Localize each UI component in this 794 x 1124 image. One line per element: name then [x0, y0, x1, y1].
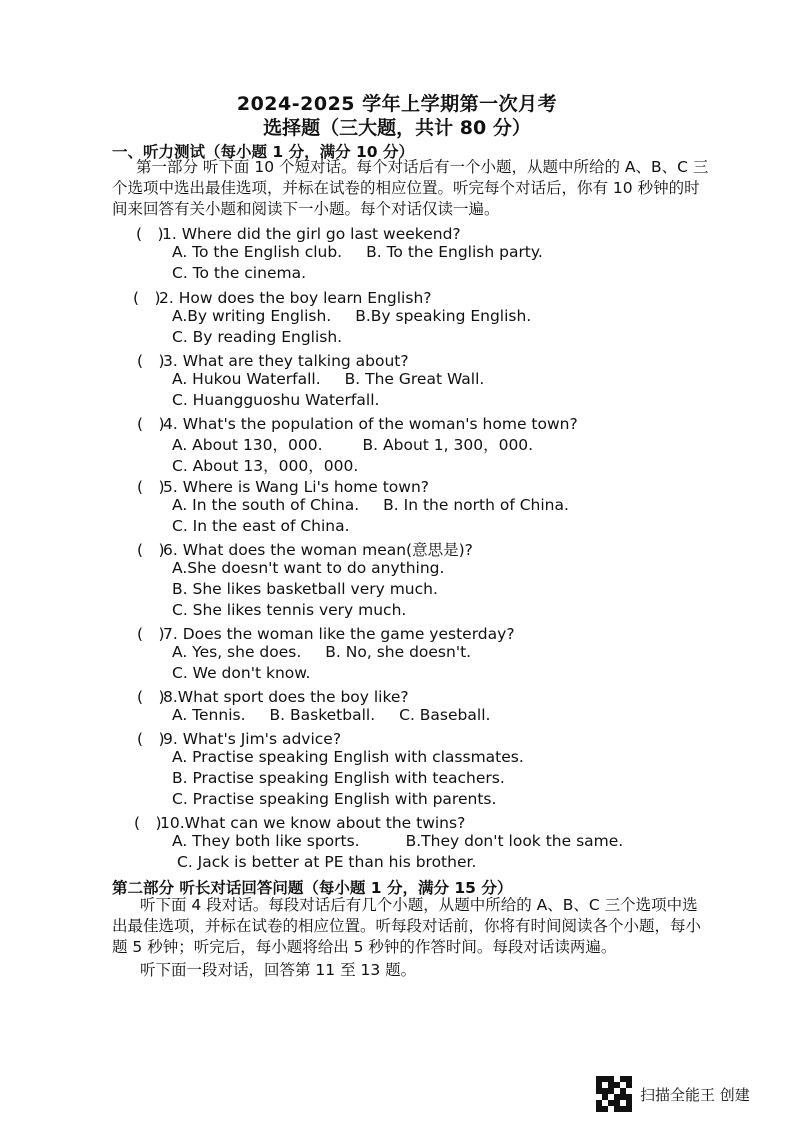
question-5-options-row2 [172, 517, 374, 535]
scanner-app-label: 扫描全能王 创建 [640, 1085, 750, 1104]
question-7-options-row2 [172, 664, 334, 682]
option-a: A.She doesn't want to do anything. [172, 559, 445, 577]
question-text: 6. What does the woman mean(意思是)? [163, 541, 473, 559]
section-heading-listening: 一、听力测试（每小题 1 分，满分 10 分） [112, 143, 414, 161]
option-c: C. Huangguoshu Waterfall. [172, 391, 380, 409]
option-b: B.They don't look the same. [405, 832, 624, 850]
answer-blank[interactable]: ( ) [136, 225, 164, 243]
option-b: B. In the north of China. [383, 496, 569, 514]
question-8-options-row1 [172, 706, 514, 724]
question-3-options-row2 [172, 391, 403, 409]
question-text: 9. What's Jim's advice? [163, 730, 342, 748]
option-c: C. She likes tennis very much. [172, 601, 407, 619]
exam-title: 2024-2025 学年上学期第一次月考 [236, 93, 558, 115]
option-a: A.By writing English. [172, 307, 332, 325]
question-9-option-b [172, 769, 529, 787]
question-4 [137, 412, 578, 434]
question-text: 7. Does the woman like the game yesterday? [163, 625, 515, 643]
question-text: 10.What can we know about the twins? [160, 814, 466, 832]
question-1-options-row1 [172, 243, 567, 261]
option-c: C. Baseball. [399, 706, 491, 724]
question-text: 8.What sport does the boy like? [163, 688, 409, 706]
answer-blank[interactable]: ( ) [137, 478, 165, 496]
question-text: 3. What are they talking about? [163, 352, 409, 370]
option-b: B. Practise speaking English with teachers. [172, 769, 505, 787]
option-a: A. Yes, she does. [172, 643, 302, 661]
question-10-options-row2 [177, 853, 500, 871]
question-6-option-c [172, 601, 430, 619]
option-a: A. Hukou Waterfall. [172, 370, 321, 388]
option-c: C. In the east of China. [172, 517, 350, 535]
option-c: C. We don't know. [172, 664, 311, 682]
qr-code-icon [596, 1076, 632, 1112]
option-a: A. They both like sports. [172, 832, 360, 850]
option-b: B. The Great Wall. [344, 370, 485, 388]
answer-blank[interactable]: ( ) [137, 415, 165, 433]
option-c: C. About 13，000，000. [172, 457, 359, 475]
question-6-option-a [172, 559, 468, 577]
question-9-option-c [172, 790, 520, 808]
question-text: 4. What's the population of the woman's home town? [163, 415, 578, 433]
question-6-option-b [172, 580, 462, 598]
question-9-option-a [172, 748, 548, 766]
answer-blank[interactable]: ( ) [137, 541, 165, 559]
part1-instructions: 第一部分 听下面 10 个短对话。每个对话后有一个小题，从题中所给的 A、B、C 三个选项中选出最佳选项，并标在试卷的相应位置。听完每个对话后，你有 10 秒钟的时间来回答有关小题和阅读下一小题。每个对话仅读一遍。 [112, 158, 709, 218]
option-a: A. About 130，000. [172, 436, 323, 454]
question-4-options-row1 [172, 433, 557, 455]
part2-subinstruction: 听下面一段对话，回答第 11 至 13 题。 [140, 961, 417, 979]
option-c: C. Practise speaking English with parents. [172, 790, 497, 808]
question-1 [136, 222, 461, 244]
question-10 [134, 811, 465, 833]
answer-blank[interactable]: ( ) [137, 730, 165, 748]
part2-instructions: 听下面 4 段对话。每段对话后有几个小题，从题中所给的 A、B、C 三个选项中选出最佳选项，并标在试卷的相应位置。听每段对话前，你将有时间阅读各个小题，每小题 5 秒钟；听完后，每小题将给出 5 秒钟的作答时间。每段对话读两遍。 [112, 896, 702, 956]
question-2-options-row1 [172, 307, 555, 325]
question-4-options-row2 [172, 454, 382, 476]
answer-blank[interactable]: ( ) [137, 688, 165, 706]
scanner-watermark [596, 1076, 750, 1112]
question-2 [133, 286, 432, 308]
question-2-options-row2 [172, 328, 366, 346]
option-a: A. Tennis. [172, 706, 246, 724]
question-6 [137, 538, 473, 560]
option-c: C. By reading English. [172, 328, 343, 346]
option-b: B. No, she doesn't. [325, 643, 472, 661]
option-a: A. In the south of China. [172, 496, 360, 514]
question-1-options-row2 [172, 264, 330, 282]
option-c: C. Jack is better at PE than his brother. [177, 853, 477, 871]
question-5-options-row1 [172, 496, 593, 514]
option-b: B. To the English party. [366, 243, 543, 261]
question-text: 5. Where is Wang Li's home town? [163, 478, 429, 496]
question-7 [137, 622, 515, 644]
answer-blank[interactable]: ( ) [133, 289, 161, 307]
option-b: B.By speaking English. [355, 307, 532, 325]
exam-subtitle: 选择题（三大题，共计 80 分） [263, 117, 531, 139]
question-text: 2. How does the boy learn English? [159, 289, 432, 307]
question-5 [137, 475, 429, 497]
answer-blank[interactable]: ( ) [134, 814, 162, 832]
option-b: B. About 1, 300，000. [362, 436, 534, 454]
option-a: A. To the English club. [172, 243, 343, 261]
question-8 [137, 685, 409, 707]
question-10-options-row1 [172, 832, 647, 850]
option-b: B. She likes basketball very much. [172, 580, 438, 598]
answer-blank[interactable]: ( ) [137, 625, 165, 643]
question-3-options-row1 [172, 370, 508, 388]
question-7-options-row1 [172, 643, 495, 661]
answer-blank[interactable]: ( ) [137, 352, 165, 370]
option-a: A. Practise speaking English with classmates. [172, 748, 524, 766]
option-b: B. Basketball. [269, 706, 376, 724]
question-3 [137, 349, 409, 371]
question-text: 1. Where did the girl go last weekend? [162, 225, 461, 243]
part2-heading: 第二部分 听长对话回答问题（每小题 1 分，满分 15 分） [112, 879, 513, 897]
option-c: C. To the cinema. [172, 264, 306, 282]
question-9 [137, 727, 341, 749]
